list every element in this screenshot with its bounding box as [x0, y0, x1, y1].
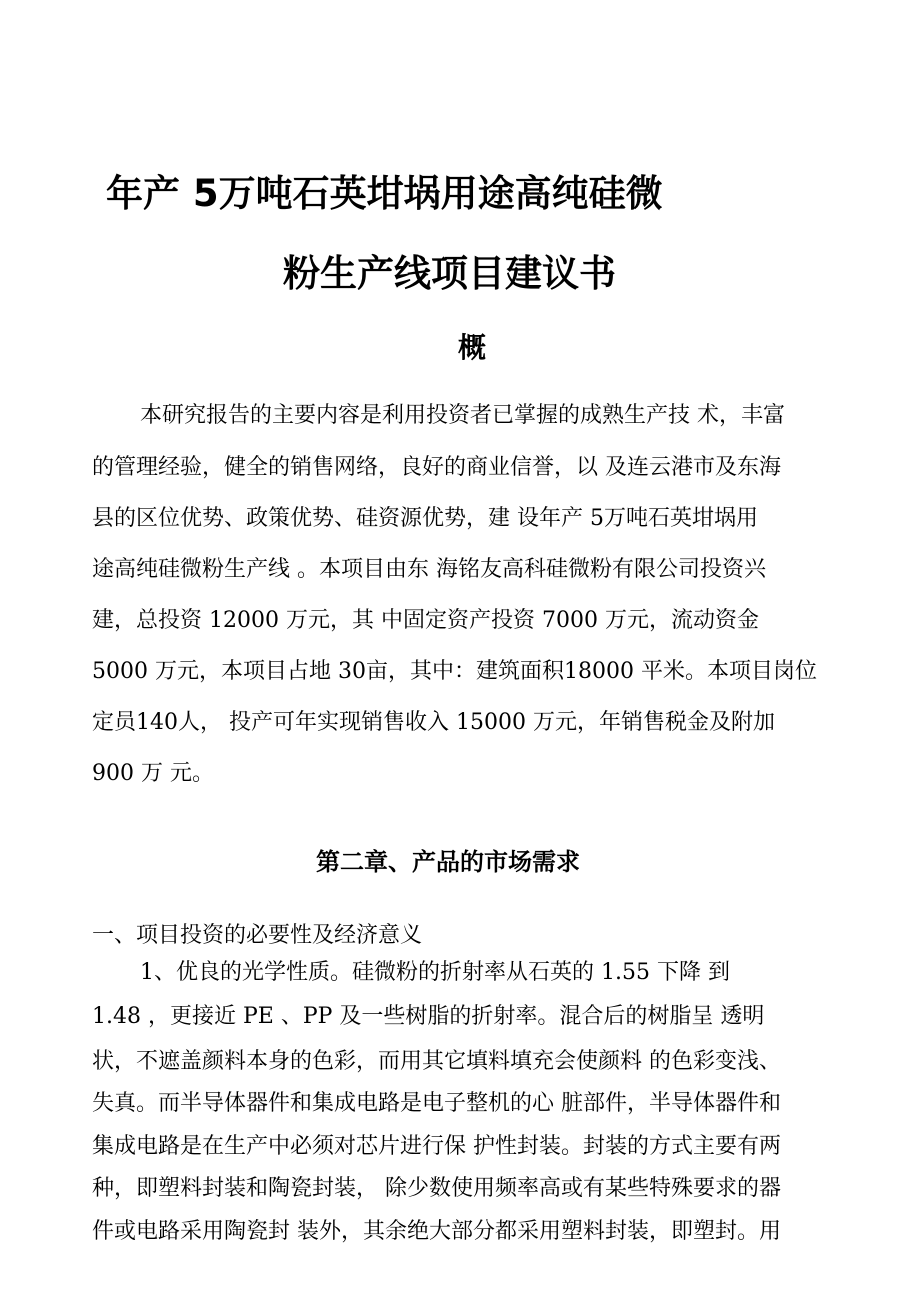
overview-heading: 概: [458, 331, 487, 364]
section-line: 状，不遮盖颜料本身的色彩，而用其它填料填充会使颜料 的色彩变浅、: [92, 1049, 781, 1074]
section-line: 件或电路采用陶瓷封 装外，其余绝大部分都采用塑料封装，即塑封。用: [92, 1219, 781, 1244]
overview-line: 建，总投资 12000 万元，其 中固定资产投资 7000 万元，流动资金: [92, 608, 759, 633]
overview-line: 5000 万元，本项目占地 30亩，其中：建筑面积18000 平米。本项目岗位: [92, 659, 817, 684]
overview-line: 定员140人， 投产可年实现销售收入 15000 万元，年销售税金及附加: [92, 710, 775, 735]
overview-line: 900 万 元。: [92, 761, 214, 786]
section-line: 1.48 ，更接近 PE 、PP 及一些树脂的折射率。混合后的树脂呈 透明: [92, 1004, 765, 1029]
section-line: 种，即塑料封装和陶瓷封装， 除少数使用频率高或有某些特殊要求的器: [92, 1176, 781, 1201]
document-title-line-1: 年产 5万吨石英坩埚用途高纯硅微: [106, 172, 663, 215]
overview-line: 途高纯硅微粉生产线 。本项目由东 海铭友高科硅微粉有限公司投资兴: [92, 557, 766, 582]
chapter-heading: 第二章、产品的市场需求: [316, 848, 580, 876]
document-title-line-2: 粉生产线项目建议书: [283, 252, 616, 295]
section-title: 一、项目投资的必要性及经济意义: [92, 923, 423, 948]
overview-line: 的管理经验，健全的销售网络，良好的商业信誉，以 及连云港市及东海: [92, 455, 781, 480]
section-line: 集成电路是在生产中必须对芯片进行保 护性封装。封装的方式主要有两: [92, 1134, 781, 1159]
section-line: 失真。而半导体器件和集成电路是电子整机的心 脏部件，半导体器件和: [92, 1091, 781, 1116]
overview-line: 本研究报告的主要内容是利用投资者已掌握的成熟生产技 术，丰富: [140, 403, 785, 428]
overview-line: 县的区位优势、政策优势、硅资源优势，建 设年产 5万吨石英坩埚用: [92, 506, 758, 531]
section-line: 1、优良的光学性质。硅微粉的折射率从石英的 1.55 下降 到: [140, 960, 730, 985]
